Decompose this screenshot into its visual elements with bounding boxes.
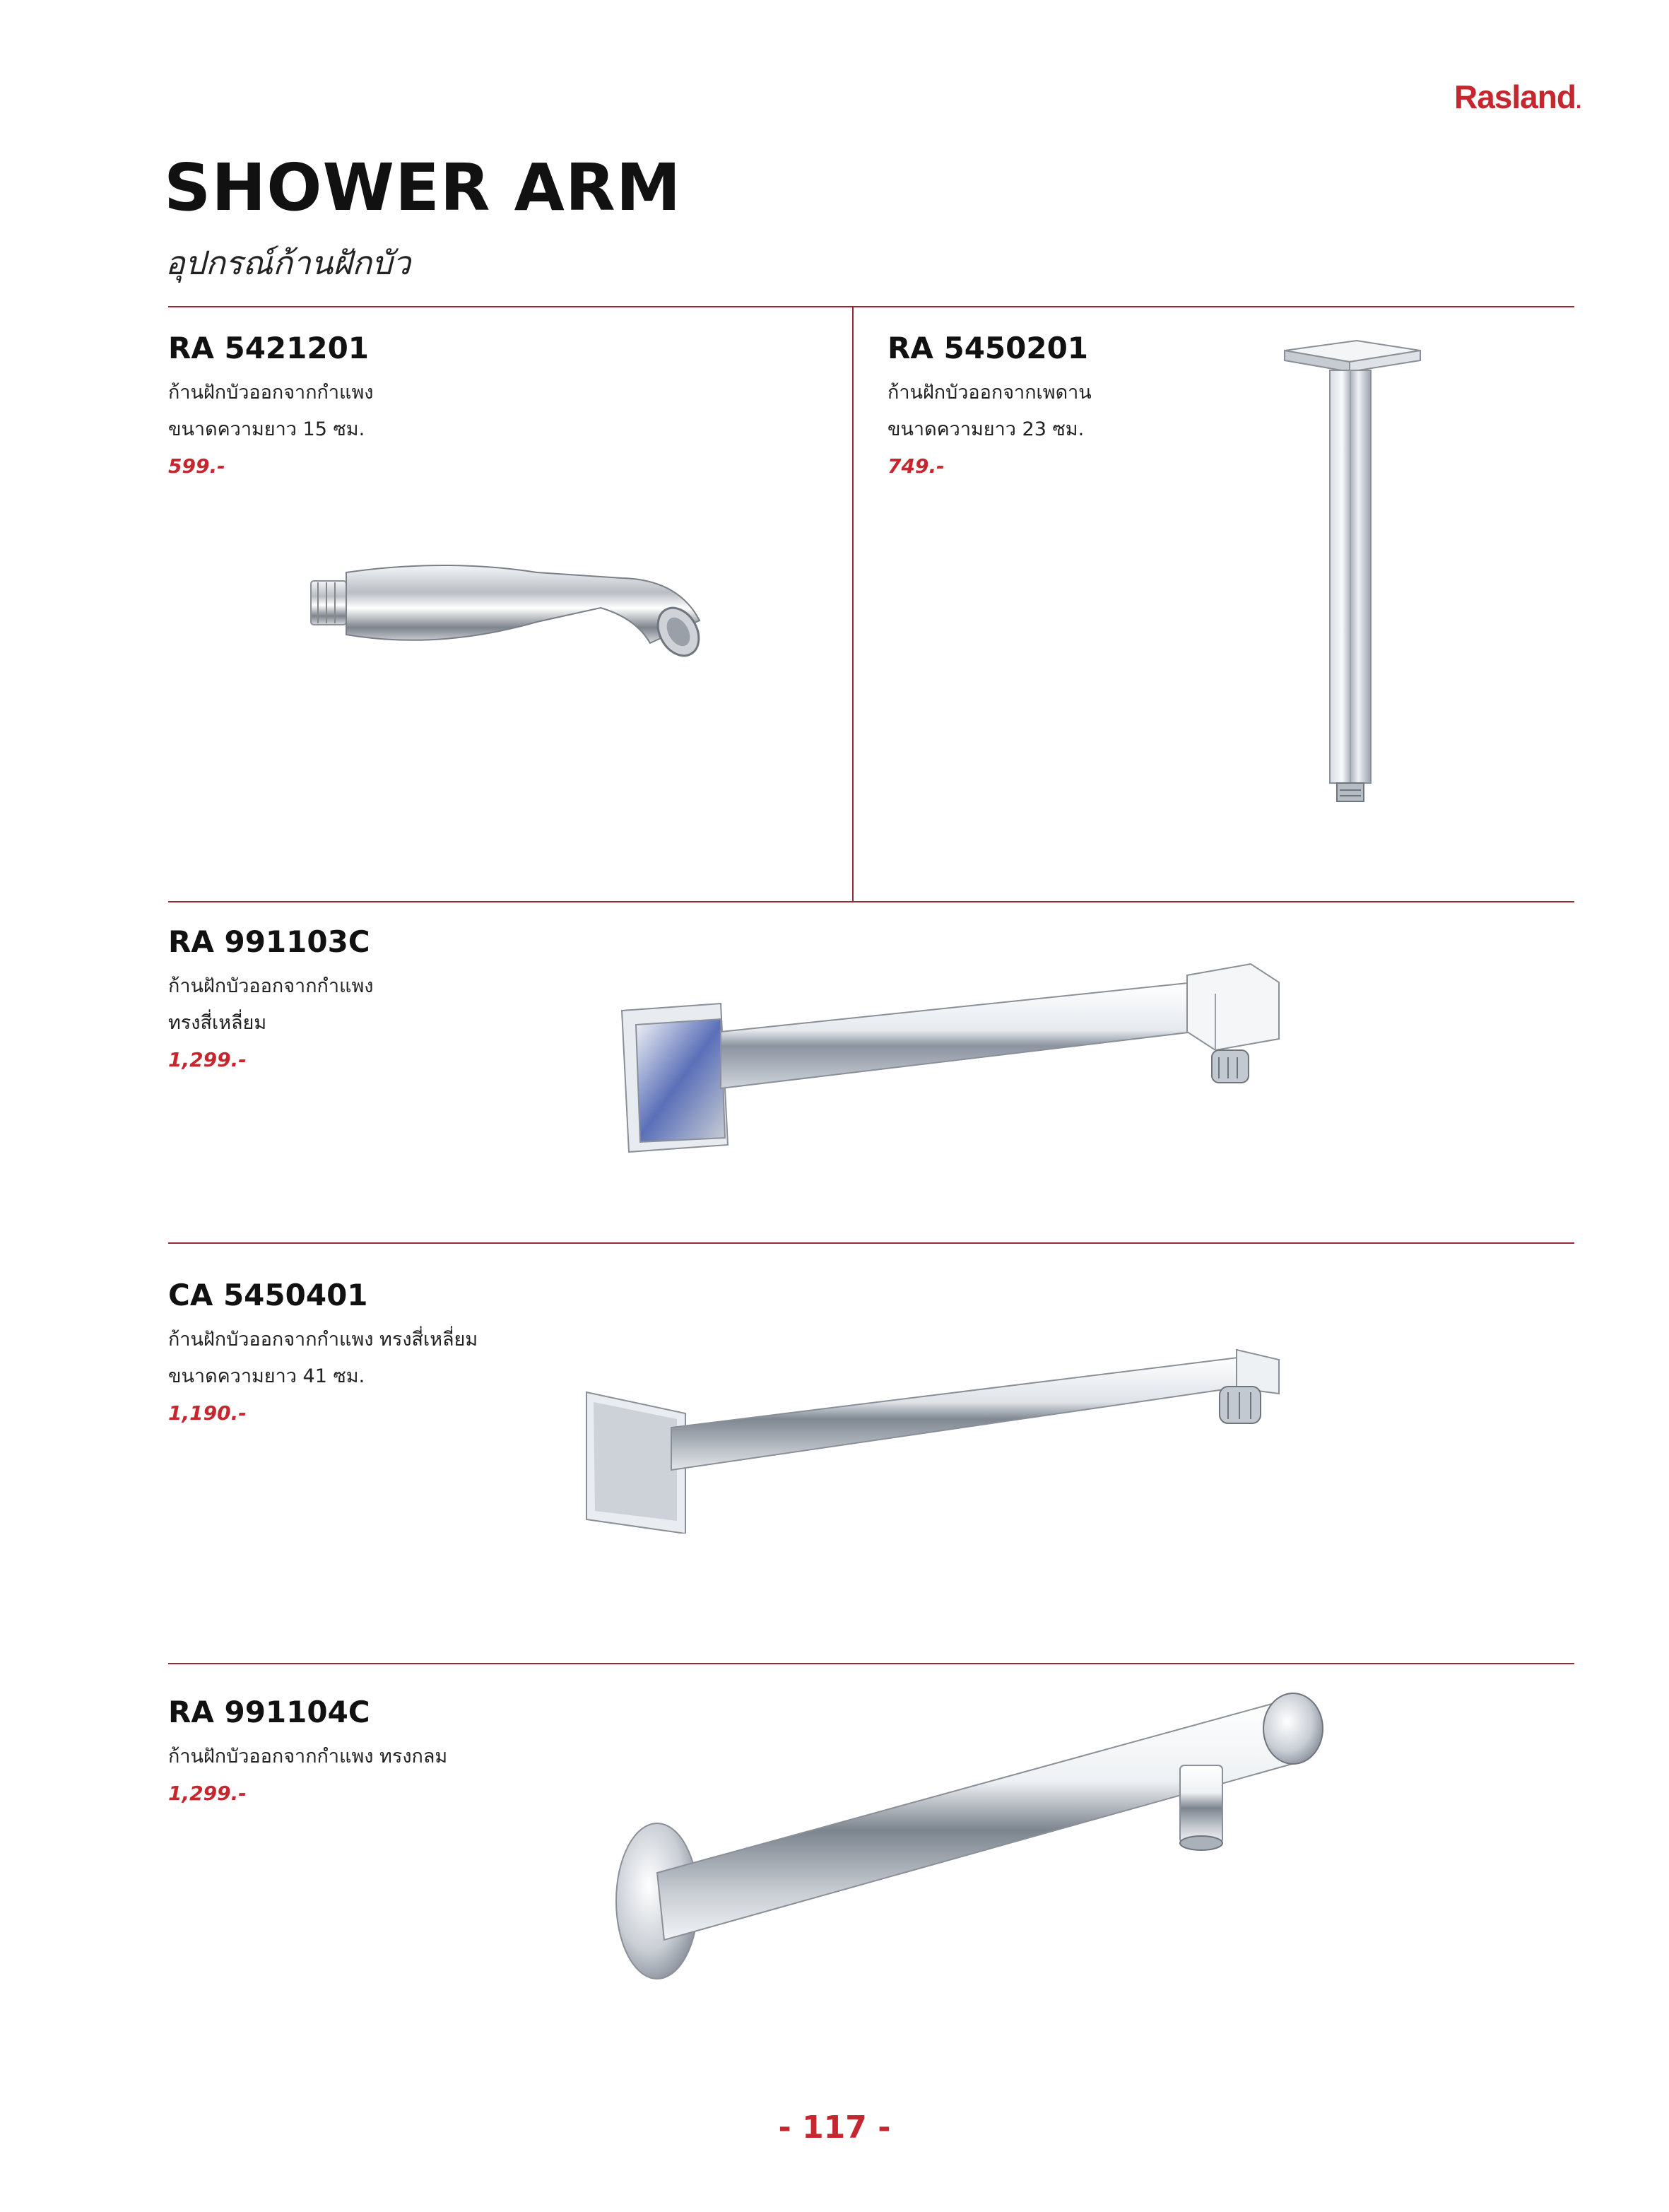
page-subtitle: อุปกรณ์ก้านฝักบัว — [165, 244, 411, 282]
shower-arm-round-image — [594, 1682, 1328, 1993]
shower-arm-square-long-image — [579, 1329, 1300, 1534]
product-price: 1,299.- — [168, 1782, 247, 1806]
product-desc-line: ขนาดความยาว 15 ซม. — [168, 418, 365, 441]
product-price: 749.- — [887, 454, 945, 478]
brand-name: Rasland — [1454, 78, 1576, 115]
divider-top — [168, 306, 1574, 307]
product-card — [168, 1696, 447, 1812]
product-card — [168, 332, 373, 485]
product-desc-line: ขนาดความยาว 23 ซม. — [887, 418, 1085, 441]
divider-row-3 — [168, 1242, 1574, 1244]
product-code: CA 5450401 — [168, 1278, 368, 1312]
product-card — [168, 1279, 478, 1432]
product-desc-line: ก้านฝักบัวออกจากเพดาน — [887, 382, 1092, 404]
product-price: 599.- — [168, 454, 225, 478]
product-card — [887, 332, 1092, 485]
shower-arm-ceiling-image — [1272, 338, 1434, 818]
product-code: RA 5421201 — [168, 331, 370, 365]
divider-vertical — [852, 306, 854, 901]
product-desc-line: ขนาดความยาว 41 ซม. — [168, 1365, 365, 1388]
shower-arm-square-image — [615, 954, 1293, 1166]
product-desc-line: ทรงสี่เหลี่ยม — [168, 1012, 267, 1035]
brand-logo — [1454, 78, 1581, 116]
divider-row-2 — [168, 901, 1574, 902]
brand-dot: . — [1575, 90, 1581, 113]
product-code: RA 991103C — [168, 924, 370, 959]
product-desc-line: ก้านฝักบัวออกจากกำแพง — [168, 382, 374, 404]
shower-arm-wall-tapered-image — [304, 537, 714, 678]
product-code: RA 991104C — [168, 1695, 370, 1729]
page-title: SHOWER ARM — [164, 150, 682, 225]
product-desc-line: ก้านฝักบัวออกจากกำแพง ทรงสี่เหลี่ยม — [168, 1329, 478, 1351]
product-code: RA 5450201 — [887, 331, 1089, 365]
product-price: 1,299.- — [168, 1048, 247, 1072]
product-price: 1,190.- — [168, 1401, 247, 1425]
page-number: - 117 - — [778, 2110, 891, 2146]
product-desc-line: ก้านฝักบัวออกจากกำแพง — [168, 975, 374, 998]
product-desc-line: ก้านฝักบัวออกจากกำแพง ทรงกลม — [168, 1746, 448, 1768]
divider-row-4 — [168, 1663, 1574, 1664]
product-card — [168, 926, 373, 1078]
